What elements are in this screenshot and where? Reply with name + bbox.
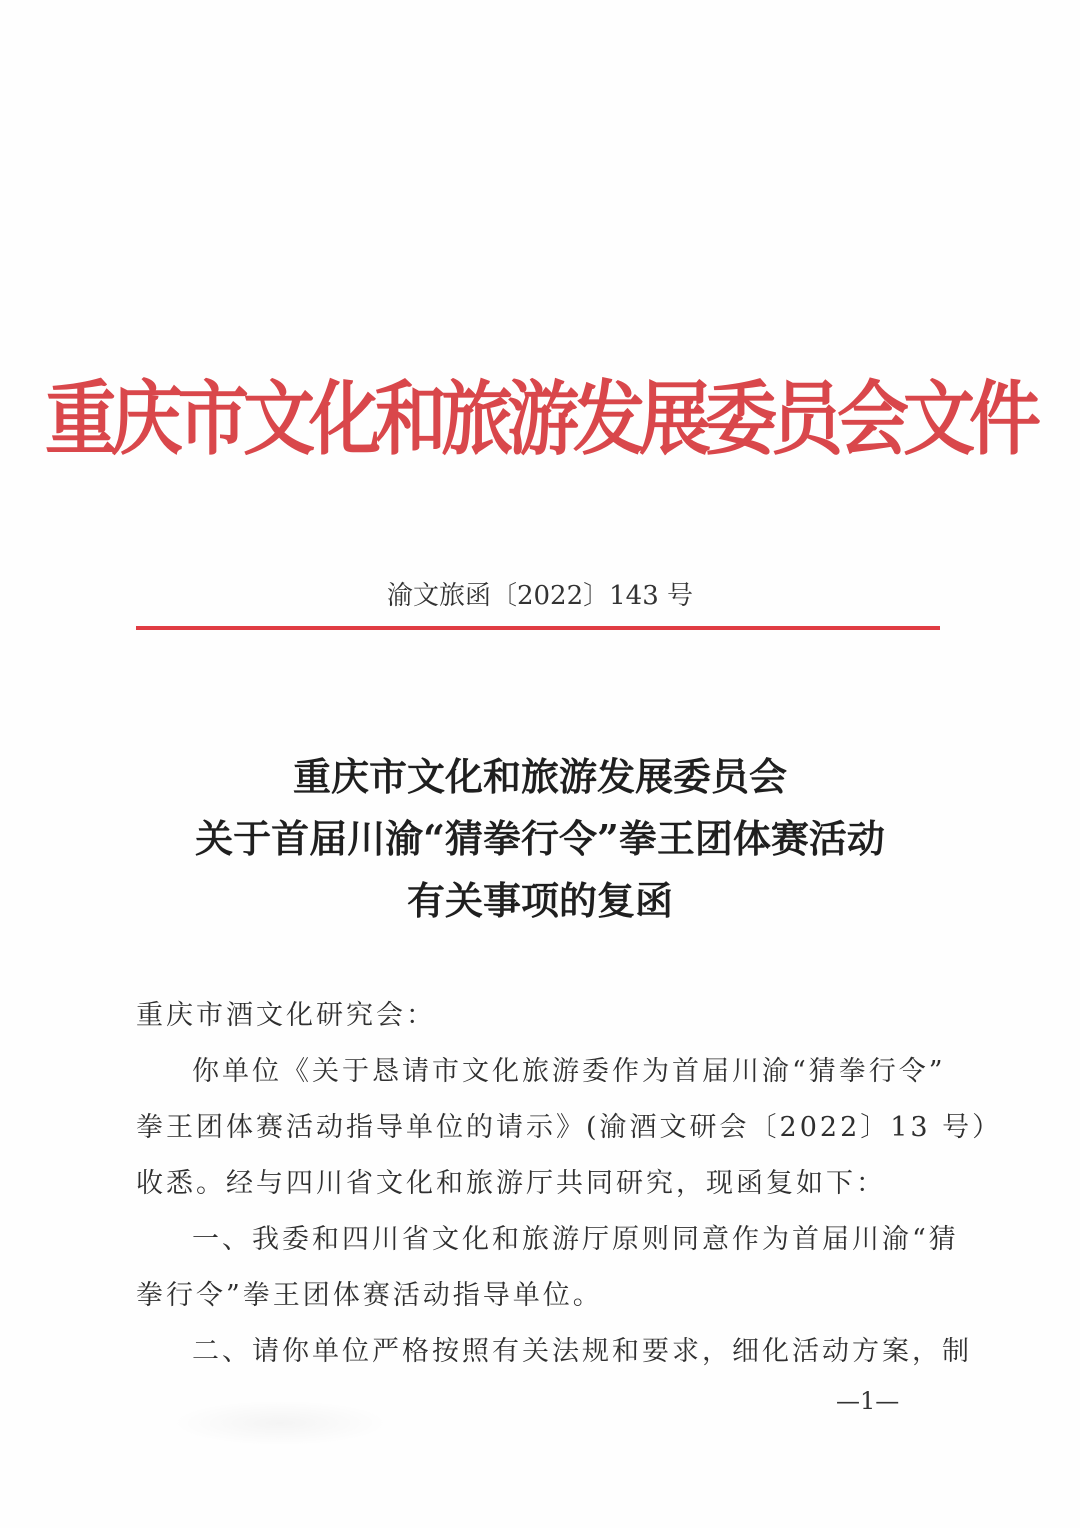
red-masthead-title: 重庆市文化和旅游发展委员会文件	[44, 372, 1035, 467]
title-line-3: 有关事项的复函	[406, 878, 673, 923]
page-number: —1—	[836, 1387, 900, 1415]
paragraph-1-line-1: 你单位《关于恳请市文化旅游委作为首届川渝“猜拳行令”	[192, 1056, 946, 1087]
salutation: 重庆市酒文化研究会：	[136, 1000, 436, 1031]
document-body	[136, 988, 1003, 1380]
document-number: 渝文旅函〔2022〕143 号	[386, 581, 694, 611]
paragraph-1-line-3: 收悉。经与四川省文化和旅游厅共同研究，现函复如下：	[136, 1168, 886, 1199]
document-title	[0, 746, 1080, 932]
red-divider-line	[136, 626, 940, 630]
paragraph-1-line-2: 拳王团体赛活动指导单位的请示》(渝酒文研会〔2022〕13 号）	[136, 1112, 1003, 1143]
paragraph-3-line-1: 二、请你单位严格按照有关法规和要求，细化活动方案，制	[192, 1336, 972, 1367]
title-line-2: 关于首届川渝“猜拳行令”拳王团体赛活动	[195, 816, 885, 861]
paragraph-2-line-1: 一、我委和四川省文化和旅游厅原则同意作为首届川渝“猜	[192, 1224, 959, 1255]
title-line-1: 重庆市文化和旅游发展委员会	[292, 754, 787, 799]
scan-shadow	[170, 1400, 390, 1446]
paragraph-2-line-2: 拳行令”拳王团体赛活动指导单位。	[136, 1280, 603, 1311]
